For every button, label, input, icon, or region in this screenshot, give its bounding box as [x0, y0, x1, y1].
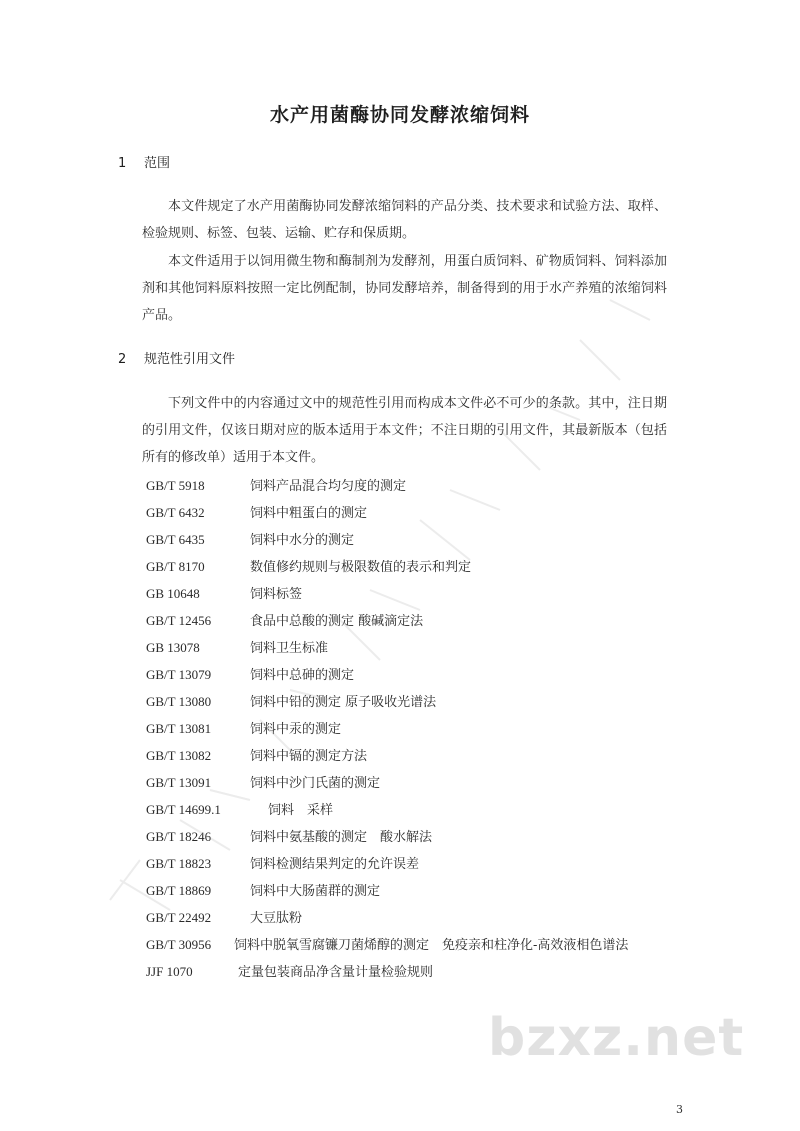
section-1-title: 范围 [144, 156, 171, 171]
reference-title: 饲料中镉的测定方法 [250, 749, 368, 764]
page-number: 3 [676, 1103, 683, 1116]
reference-item [146, 823, 706, 850]
reference-title: 饲料中粗蛋白的测定 [250, 506, 368, 521]
reference-code: GB/T 13091 [146, 775, 212, 790]
reference-code: GB 13078 [146, 640, 200, 655]
reference-item [146, 472, 706, 499]
reference-title: 饲料卫生标准 [250, 641, 329, 656]
reference-title: 饲料中脱氧雪腐镰刀菌烯醇的测定 免疫亲和柱净化-高效液相色谱法 [234, 938, 629, 953]
section-1-number: 1 [118, 156, 127, 171]
reference-title: 饲料中氨基酸的测定 酸水解法 [250, 830, 433, 845]
reference-code: GB/T 8170 [146, 559, 205, 574]
section-2-heading [118, 348, 235, 367]
reference-item [146, 931, 706, 958]
reference-title: 饲料中大肠菌群的测定 [250, 884, 381, 899]
site-watermark-logo: bzxz.net [488, 1008, 745, 1068]
reference-title: 饲料中沙门氏菌的测定 [250, 776, 381, 791]
reference-title: 饲料中铅的测定 原子吸收光谱法 [250, 695, 437, 710]
reference-code: GB/T 12456 [146, 613, 212, 628]
reference-item [146, 850, 706, 877]
reference-item [146, 877, 706, 904]
reference-list [146, 472, 706, 985]
reference-code: GB/T 13080 [146, 694, 212, 709]
reference-code: GB/T 22492 [146, 910, 212, 925]
reference-item [146, 661, 706, 688]
reference-item [146, 715, 706, 742]
reference-code: GB/T 18246 [146, 829, 212, 844]
reference-item [146, 769, 706, 796]
reference-code: GB/T 14699.1 [146, 802, 221, 817]
document-title: 水产用菌酶协同发酵浓缩饲料 [269, 104, 530, 126]
reference-title: 饲料中水分的测定 [250, 533, 355, 548]
reference-code: GB/T 13079 [146, 667, 212, 682]
reference-code: GB/T 13082 [146, 748, 212, 763]
reference-code: GB/T 6432 [146, 505, 205, 520]
reference-title: 饲料检测结果判定的允许误差 [250, 857, 420, 872]
section-2-number: 2 [118, 352, 127, 367]
reference-item [146, 904, 706, 931]
reference-item [146, 742, 706, 769]
section-2-title: 规范性引用文件 [144, 352, 236, 367]
section-2-paragraph: 下列文件中的内容通过文中的规范性引用而构成本文件必不可少的条款。其中，注日期的引用文件，仅该日期对应的版本适用于本文件；不注日期的引用文件，其最新版本（包括所有的修改单）适用于本文件。 [142, 396, 667, 465]
reference-title: 饲料产品混合均匀度的测定 [250, 479, 407, 494]
reference-code: GB/T 6435 [146, 532, 205, 547]
reference-title: 数值修约规则与极限数值的表示和判定 [250, 560, 472, 575]
reference-title: 饲料中总砷的测定 [250, 668, 355, 683]
section-1-heading [118, 152, 170, 171]
section-1-paragraph-1: 本文件规定了水产用菌酶协同发酵浓缩饲料的产品分类、技术要求和试验方法、取样、检验规则、标签、包装、运输、贮存和保质期。 [142, 199, 667, 241]
reference-code: GB/T 18869 [146, 883, 212, 898]
reference-title: 饲料标签 [250, 587, 303, 602]
reference-code: GB/T 18823 [146, 856, 212, 871]
reference-code: GB/T 13081 [146, 721, 212, 736]
reference-code: GB/T 30956 [146, 937, 212, 952]
reference-title: 定量包装商品净含量计量检验规则 [238, 965, 434, 980]
section-1-paragraph-2: 本文件适用于以饲用微生物和酶制剂为发酵剂，用蛋白质饲料、矿物质饲料、饲料添加剂和其他饲料原料按照一定比例配制，协同发酵培养，制备得到的用于水产养殖的浓缩饲料产品。 [142, 254, 667, 323]
reference-code: JJF 1070 [146, 964, 193, 979]
reference-item [146, 634, 706, 661]
reference-item [146, 607, 706, 634]
reference-title: 饲料 采样 [268, 803, 334, 818]
reference-item [146, 499, 706, 526]
reference-title: 饲料中汞的测定 [250, 722, 342, 737]
reference-item [146, 526, 706, 553]
reference-code: GB 10648 [146, 586, 200, 601]
reference-item [146, 688, 706, 715]
reference-item [146, 553, 706, 580]
reference-item [146, 580, 706, 607]
reference-title: 食品中总酸的测定 酸碱滴定法 [250, 614, 424, 629]
reference-item [146, 796, 706, 823]
reference-code: GB/T 5918 [146, 478, 205, 493]
reference-title: 大豆肽粉 [250, 911, 303, 926]
reference-item [146, 958, 706, 985]
